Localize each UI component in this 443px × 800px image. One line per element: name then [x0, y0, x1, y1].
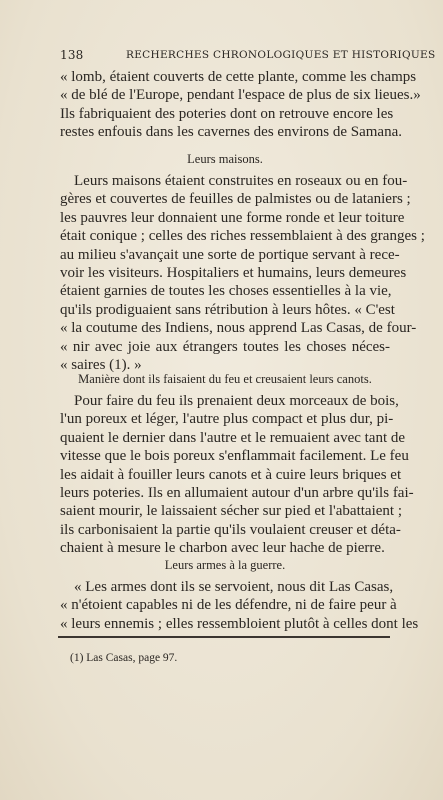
text-line: chaient à mesure le charbon avec leur hache de pierre. — [60, 540, 385, 557]
text-line: « de blé de l'Europe, pendant l'espace de plus de six lieues.» — [60, 87, 421, 104]
paragraph-houses — [60, 172, 425, 374]
text-line: gères et couvertes de feuilles de palmistes ou de lataniers ; — [60, 191, 411, 208]
paragraph-weapons — [60, 578, 419, 633]
text-line: ils carbonisaient la partie qu'ils voulaient creuser et déta- — [60, 521, 401, 538]
text-line: saient mourir, le laissaient sécher sur pied et l'abattaient ; — [60, 503, 402, 520]
text-line: « n'étoient capables ni de les défendre, ni de faire peur à — [60, 597, 397, 614]
section-heading-weapons: Leurs armes à la guerre. — [164, 558, 286, 572]
text-line: leurs poteries. Ils en allumaient autour d'un arbre qu'ils fai- — [60, 484, 414, 501]
text-line: qu'ils prodiguaient sans rétribution à leurs hôtes. « C'est — [60, 301, 395, 318]
text-line: vitesse que le bois poreux s'enflammait facilement. Le feu — [60, 448, 409, 465]
text-line: voir les visiteurs. Hospitaliers et humains, leurs demeures — [60, 264, 407, 281]
section-heading-houses: Leurs maisons. — [187, 152, 263, 166]
section-heading-fire-canoes: Manière dont ils faisaient du feu et creusaient leurs canots. — [78, 372, 372, 386]
text-line: au milieu s'avançait une sorte de portique servant à rece- — [60, 246, 400, 263]
text-line: « leurs ennemis ; elles ressembloient plutôt à celles dont les — [60, 615, 419, 632]
paragraph-fire-canoes — [60, 392, 414, 558]
text-line: « saires (1). » — [60, 356, 142, 373]
footnote-divider — [58, 636, 390, 638]
text-line: les pauvres leur donnaient une forme ronde et leur toiture — [60, 209, 405, 226]
text-line: Ils fabriquaient des poteries dont on retrouve encore les — [60, 105, 394, 122]
text-line: « la coutume des Indiens, nous apprend Las Casas, de four- — [60, 320, 417, 337]
text-line: « Les armes dont ils se servoient, nous dit Las Casas, — [74, 579, 394, 595]
text-line: « lomb, étaient couverts de cette plante, comme les champs — [60, 69, 417, 85]
text-line: était conique ; celles des riches ressemblaient à des granges ; — [60, 228, 425, 245]
text-line: Leurs maisons étaient construites en roseaux ou en fou- — [74, 173, 408, 189]
text-line: quaient le dernier dans l'autre et le remuaient avec tant de — [60, 429, 406, 446]
text-line: étaient garnies de toutes les choses essentielles à la vie, — [60, 283, 392, 300]
text-line: restes enfouis dans les cavernes des environs de Samana. — [60, 124, 402, 141]
footnote: (1) Las Casas, page 97. — [70, 652, 178, 664]
page-number: 138 — [60, 48, 84, 62]
text-line: l'un poreux et léger, l'autre plus compact et plus dur, pi- — [60, 411, 394, 428]
text-line: les aidait à fouiller leurs canots et à cuire leurs briques et — [60, 466, 402, 483]
text-line: Pour faire du feu ils prenaient deux morceaux de bois, — [74, 393, 399, 409]
paragraph-intro — [60, 68, 421, 142]
text-line: « nir avec joie aux étrangers toutes les choses néces- — [60, 338, 390, 355]
running-title: RECHERCHES CHRONOLOGIQUES ET HISTORIQUES — [126, 49, 436, 61]
